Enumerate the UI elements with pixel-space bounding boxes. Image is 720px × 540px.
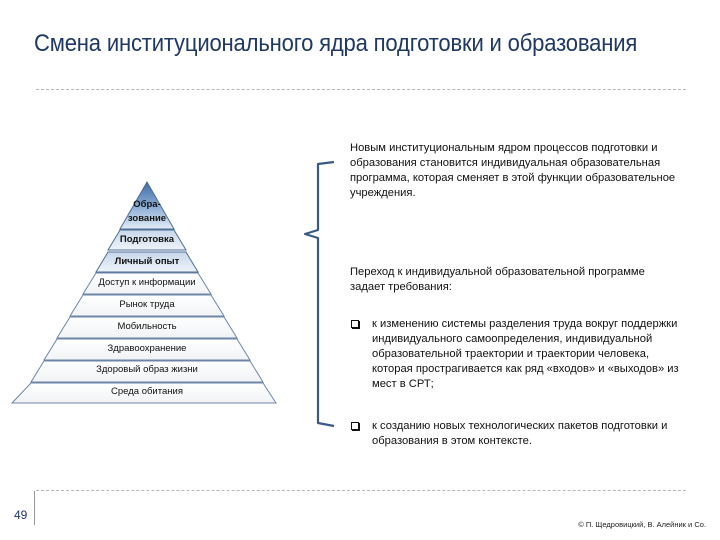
pyramid-label-mobilnost: Мобильность <box>117 321 177 332</box>
bullet-item-2: к созданию новых технологических пакетов подготовки и образования в этом контексте. <box>372 420 668 447</box>
bullet-item-1: к изменению системы разделения труда вокруг поддержки индивидуального самоопределения, индивидуальной образовательной траектории и траектории человека, которая прострагивается как ряд «входов» и «выходов» из мест в СРТ; <box>372 318 679 390</box>
paragraph-new-core: Новым институциональным ядром процессов подготовки и образования становится индивидуальная образовательная программа, которая сменяет в этой функции образовательное учреждения. <box>350 142 676 199</box>
page-number: 49 <box>14 508 28 522</box>
pyramid-label-dostup: Доступ к информации <box>98 277 196 288</box>
slide-title: Смена институционального ядра подготовки и образования <box>34 30 638 57</box>
copyright-note: © П. Щедровицкий, В. Алейник и Со. <box>578 520 706 529</box>
paragraph-requirements: Переход к индивидуальной образовательной программе задает требования: <box>350 266 645 293</box>
apex-label-line2: зование <box>127 213 167 224</box>
pyramid-label-zdravoohranenie: Здравоохранение <box>107 343 187 354</box>
pyramid-label-sreda: Среда обитания <box>111 386 183 397</box>
bottom-divider <box>36 490 686 491</box>
checkbox-bullet-icon <box>351 320 359 328</box>
checkbox-bullet-icon <box>351 422 359 430</box>
pyramid-label-zozh: Здоровый образ жизни <box>96 364 198 375</box>
footer-vertical-line <box>34 491 35 525</box>
pyramid-label-lichny-opyt: Личный опыт <box>114 256 180 267</box>
apex-label-line1: Обра- <box>133 199 161 210</box>
pyramid-label-podgotovka: Подготовка <box>119 234 175 245</box>
pyramid-label-rynok: Рынок труда <box>119 299 175 310</box>
